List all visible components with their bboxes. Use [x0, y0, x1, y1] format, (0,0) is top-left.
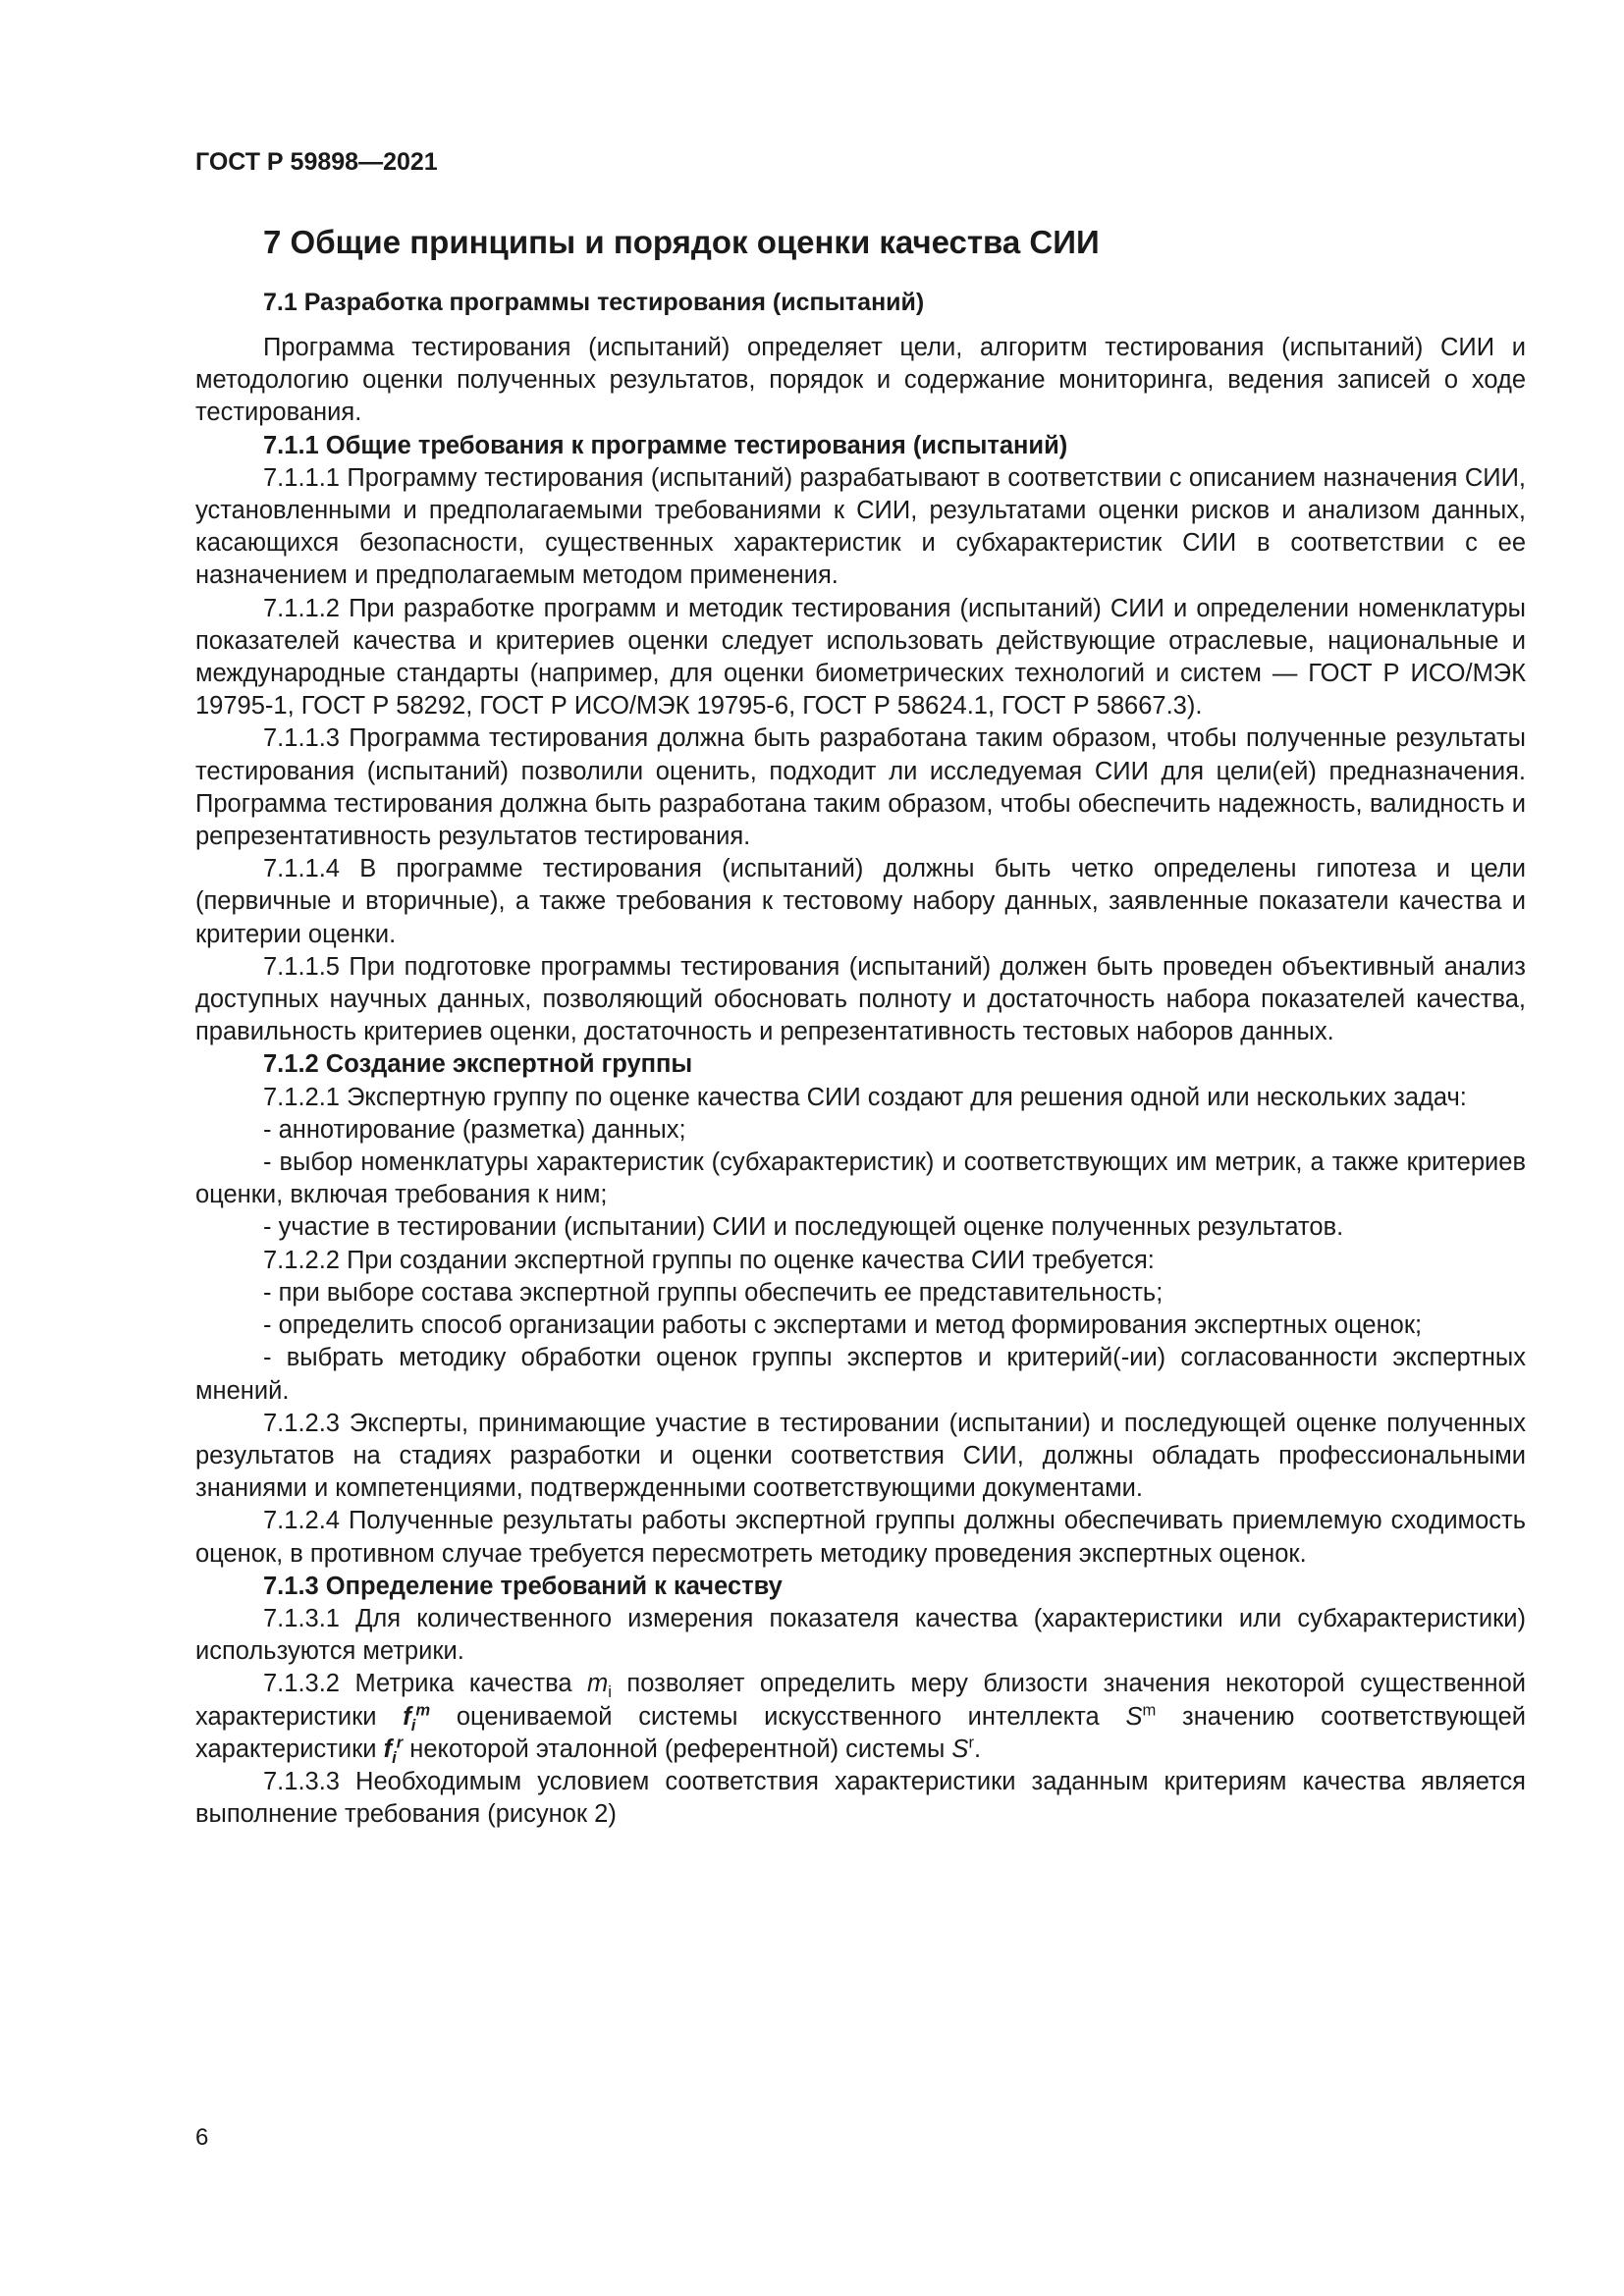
paragraph: Программа тестирования (испытаний) определяет цели, алгоритм тестирования (испытаний) СИИ и методологию оценки полученных результатов, порядок и содержание мониторинга, ведения записей о ходе тестирования.: [195, 334, 1526, 427]
superscript-r: r: [968, 1733, 974, 1752]
paragraph: 7.1.3.3 Необходимым условием соответствия характеристики заданным критериям качества является выполнение требования (рисунок 2): [195, 1767, 1526, 1829]
section-title: 7 Общие принципы и порядок оценки качества СИИ: [263, 224, 1100, 260]
superscript-m: m: [415, 1700, 431, 1720]
text-run: значению соответствующей характеристики: [195, 1702, 1526, 1763]
page-number: 6: [195, 2124, 209, 2151]
list-item: - определить способ организации работы с экспертами и метод формирования экспертных оценок;: [263, 1311, 1423, 1340]
list-item: - аннотирование (разметка) данных;: [263, 1115, 686, 1144]
subscript-i: i: [392, 1747, 397, 1767]
list-item: - выбрать методику обработки оценок группы экспертов и критерий(-ии) согласованности экспертных мнений.: [195, 1344, 1526, 1405]
subscript-i: i: [608, 1682, 612, 1702]
subsection-title: 7.1 Разработка программы тестирования (испытаний): [263, 289, 925, 316]
text-run: позволяет определить меру близости значения некоторой существенной характеристики: [195, 1670, 1526, 1731]
text-run: некоторой эталонной (референтной) системы: [403, 1735, 952, 1763]
document-code: ГОСТ Р 59898—2021: [195, 148, 438, 176]
clause-heading: 7.1.1 Общие требования к программе тестирования (испытаний): [263, 431, 1068, 459]
symbol-f: f: [383, 1735, 393, 1763]
document-body: [195, 332, 1526, 1831]
paragraph: 7.1.1.5 При подготовке программы тестирования (испытаний) должен быть проведен объективный анализ доступных научных данных, позволяющий обосновать полноту и достаточность набора показателей качества, правильность критериев оценки, достаточность и репрезентативность тестовых наборов данных.: [195, 952, 1526, 1046]
symbol-S: S: [951, 1735, 969, 1763]
list-item: - при выборе состава экспертной группы обеспечить ее представительность;: [263, 1278, 1164, 1307]
symbol-m: m: [587, 1670, 609, 1698]
paragraph: 7.1.3.1 Для количественного измерения показателя качества (характеристики или субхарактеристики) используются метрики.: [195, 1604, 1526, 1666]
symbol-f: f: [403, 1702, 411, 1731]
paragraph: 7.1.2.1 Экспертную группу по оценке качества СИИ создают для решения одной или нескольких задач:: [263, 1083, 1467, 1111]
clause-heading: 7.1.2 Создание экспертной группы: [263, 1050, 693, 1079]
paragraph: 7.1.1.4 В программе тестирования (испытаний) должны быть четко определены гипотеза и цели (первичные и вторичные), а также требования к тестовому набору данных, заявленные показатели качества и критерии оценки.: [195, 855, 1526, 948]
list-item: - выбор номенклатуры характеристик (субхарактеристик) и соответствующих им метрик, а также критериев оценки, включая требования к ним;: [195, 1148, 1526, 1209]
text-run: 7.1.3.2 Метрика качества: [263, 1670, 587, 1698]
list-item: - участие в тестировании (испытании) СИИ и последующей оценке полученных результатов.: [263, 1213, 1344, 1242]
paragraph: 7.1.2.3 Эксперты, принимающие участие в тестировании (испытании) и последующей оценке полученных результатов на стадиях разработки и оценки соответствия СИИ, должны обладать профессиональными знаниями и компетенциями, подтвержденными соответствующими документами.: [195, 1409, 1526, 1503]
paragraph: 7.1.2.4 Полученные результаты работы экспертной группы должны обеспечивать приемлемую сходимость оценок, в противном случае требуется пересмотреть методику проведения экспертных оценок.: [195, 1507, 1526, 1568]
text-run: оцениваемой системы искусственного интеллекта: [430, 1702, 1126, 1731]
symbol-S: S: [1125, 1702, 1143, 1731]
clause-heading: 7.1.3 Определение требований к качеству: [263, 1572, 783, 1600]
paragraph: 7.1.1.2 При разработке программ и методик тестирования (испытаний) СИИ и определении номенклатуры показателей качества и критериев оценки следует использовать действующие отраслевые, национальные и международные стандарты (например, для оценки биометрических технологий и систем — ГОСТ Р ИСО/МЭК 19795-1, ГОСТ Р 58292, ГОСТ Р ИСО/МЭК 19795-6, ГОСТ Р 58624.1, ГОСТ Р 58667.3).: [195, 594, 1526, 721]
paragraph-metric: [195, 1668, 1526, 1766]
paragraph: 7.1.1.3 Программа тестирования должна быть разработана таким образом, чтобы полученные результаты тестирования (испытаний) позволили оценить, подходит ли исследуемая СИИ для цели(ей) предназначения. Программа тестирования должна быть разработана таким образом, чтобы обеспечить надежность, валидность и репрезентативность результатов тестирования.: [195, 724, 1526, 851]
paragraph: 7.1.2.2 При создании экспертной группы по оценке качества СИИ требуется:: [263, 1246, 1155, 1274]
superscript-m: m: [1142, 1700, 1157, 1720]
subscript-i: i: [410, 1715, 416, 1735]
superscript-r: r: [396, 1733, 404, 1752]
text-run: .: [973, 1735, 982, 1763]
paragraph: 7.1.1.1 Программу тестирования (испытаний) разрабатывают в соответствии с описанием назначения СИИ, установленными и предполагаемыми требованиями к СИИ, результатами оценки рисков и анализом данных, касающихся безопасности, существенных характеристик и субхарактеристик СИИ в соответствии с ее назначением и предполагаемым методом применения.: [195, 463, 1526, 590]
